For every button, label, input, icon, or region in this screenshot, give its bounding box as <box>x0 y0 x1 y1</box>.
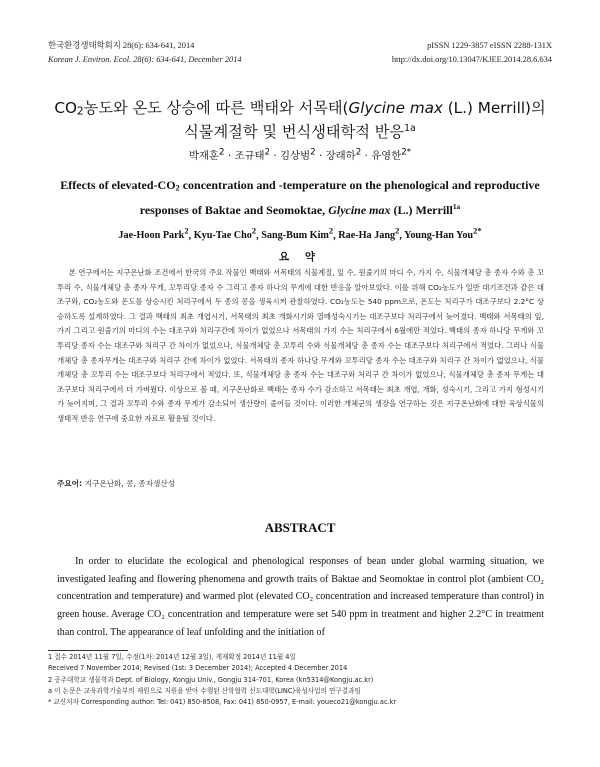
english-author-4: Rae-Ha Jang$^2$ <box>338 226 400 242</box>
issn-line: pISSN 1229-3857 eISSN 2288-131X <box>427 41 552 50</box>
korean-author-2: 조규태$^2$ <box>234 147 271 162</box>
journal-header-right <box>392 39 552 67</box>
korean-author-4: 장래하$^2$ <box>325 147 362 162</box>
keywords <box>57 478 544 489</box>
footnote-divider <box>48 650 128 651</box>
english-author-2: Kyu-Tae Cho$^2$ <box>193 226 257 242</box>
title-korean-line1: CO2농도와 온도 상승에 따른 백태와 서목태(Glycine max (L.) Merrill)의 <box>54 99 546 118</box>
korean-abstract-body: 본 연구에서는 지구온난화 조건에서 한국의 주요 작물인 백태와 서목태의 식물계절, 잎 수, 원줄기의 마디 수, 가지 수, 식물개체당 총 종자 수와 총 꼬투리 수, 식물개체당 총 종자 무게, 꼬투리당 종자 수 그리고 종자 하나의 무게에 대한 반응을 알아보았다. 이를 위해 CO₂농도가 일반 대기조건과 같은 대조구와, CO₂농도와 온도를 상승시킨 처리구에서 두 종의 콩을 생육시켜 관찰하였다. CO₂농도는 540 ppm으로, 온도는 처리구가 대조구보다 2.2°C 상승하도록 설계하였다. 그 결과 백태의 최초 개엽시기, 서목태의 최초 개화시기와 열매성숙시기는 대조구보다 처리구에서 늦어졌다. 백태와 서목태의 잎, 가지 그리고 원줄기의 마디의 수는 대조구와 처리구간에 차이가 없었으나 서목태의 가지 수는 처리구에서 6월에만 적었다. 백태의 종자 하나당 무게와 꼬투리당 종자 수는 대조구와 처리구 간 차이가 없었으나, 식물개체당 총 꼬투리 수와 식물개체당 총 종자 수는 대조구보다 처리구에서 적었다. 그러나 식물개체당 총 종자무게는 대조구와 처리구 간에 차이가 없었다. 서목태의 종자 하나당 무게와 꼬투리당 종자 수는 대조구와 처리구 간 차이가 없었으나, 식물개체당 총 꼬투리 수는 대조구보다 처리구에서 적었다. 또, 식물개체당 총 종자 수는 대조구와 처리구 간 차이가 없었으나, 식물개체당 총 종자 무게는 대조구보다 처리구에서 더 가벼웠다. 이상으로 볼 때, 지구온난화로 백태는 종자 수가 감소하고 서목태는 최초 개엽, 개화, 성숙시기, 그리고 가지 형성시기가 늦어지며, 그 결과 꼬투리 수와 종자 무게가 감소되어 생산량이 줄어들 것이다. 이러한 개체군의 생장을 연구하는 것은 지구온난화에 대한 육상식물의 생태적 반응 연구에 중요한 자료로 활용될 것이다. <box>57 268 544 423</box>
journal-header-left <box>48 39 242 67</box>
footnote-funding: a 이 논문은 교육과학기술부의 재원으로 지원을 받아 수행된 산학협력 선도대학(LINC)육성사업의 연구결과임 <box>48 686 361 695</box>
doi-link[interactable]: http://dx.doi.org/10.13047/KJEE.2014.28.6.634 <box>391 55 552 64</box>
title-korean-line2: 식물계절학 및 번식생태학적 반응$^{1a}$ <box>184 122 416 141</box>
korean-author-1: 박재훈$^2$ <box>188 147 225 162</box>
english-author-1: Jae-Hoon Park$^2$ <box>118 226 189 242</box>
abstract-heading: ABSTRACT <box>264 520 336 535</box>
authors-korean: 박재훈$^2$ · 조규태$^2$ · 김상범$^2$ · 장래하$^2$ · 유영한$^{2*}$ <box>188 147 412 162</box>
footnote-affiliation: 2 공주대학교 생물학과 Dept. of Biology, Kongju Univ., Gongju 314-701, Korea (kn5314@Kongju.ac.kr) <box>48 675 374 684</box>
footnotes <box>48 652 558 708</box>
keywords-label: 주요어: <box>57 479 85 488</box>
korean-author-5: 유영한$^{2*}$ <box>371 147 412 162</box>
journal-citation-en: Korean J. Environ. Ecol. 28(6): 634-641, December 2014 <box>48 55 242 64</box>
keywords-text: 지구온난화, 콩, 종자생산성 <box>84 479 176 488</box>
korean-author-3: 김상범$^2$ <box>280 147 316 162</box>
english-author-5: Young-Han You$^{2*}$ <box>404 226 482 242</box>
abstract-body: In order to elucidate the ecological and phenological responses of bean under global warming situation, we investigated leafing and flowering phenomena and growth traits of Baktae and Seomoktae in control plot (ambient CO₂ concentration and temperature) and warmed plot (elevated CO₂ concentration and increased temperature than control) in green house. Average CO₂ concentration and temperature were set 540 ppm in treatment and higher 2.2°C in treatment than control. The appearance of leaf unfolding and the initiation of <box>57 556 544 638</box>
footnote-received-en: Received 7 November 2014; Revised (1st: 3 December 2014); Accepted 4 December 2014 <box>48 664 348 673</box>
journal-citation-ko: 한국환경생태학회지 28(6): 634-641, 2014 <box>48 41 195 50</box>
title-english: Effects of elevated-CO2 concentration and -temperature on the phenological and reproductive responses of Baktae and Seomoktae, Glycine max (L.) Merrill$^{1a}$ <box>60 178 540 218</box>
footnote-received-ko: 1 접수 2014년 11월 7일, 수정(1차: 2014년 12월 3일), 게재확정 2014년 11월 4일 <box>48 653 296 661</box>
footnote-corresponding: * 교신저자 Corresponding author: Tel: 041) 850-8508, Fax: 041) 850-0957, E-mail: youeco21@kongju.ac.kr <box>48 698 397 707</box>
korean-abstract-heading: 요 약 <box>279 251 321 263</box>
english-author-3: Sang-Bum Kim$^2$ <box>261 226 334 242</box>
title-korean <box>20 98 580 143</box>
authors-english: Jae-Hoon Park$^2$, Kyu-Tae Cho$^2$, Sang-Bum Kim$^2$, Rae-Ha Jang$^2$, Young-Han You$^{2*}$ <box>118 226 482 242</box>
